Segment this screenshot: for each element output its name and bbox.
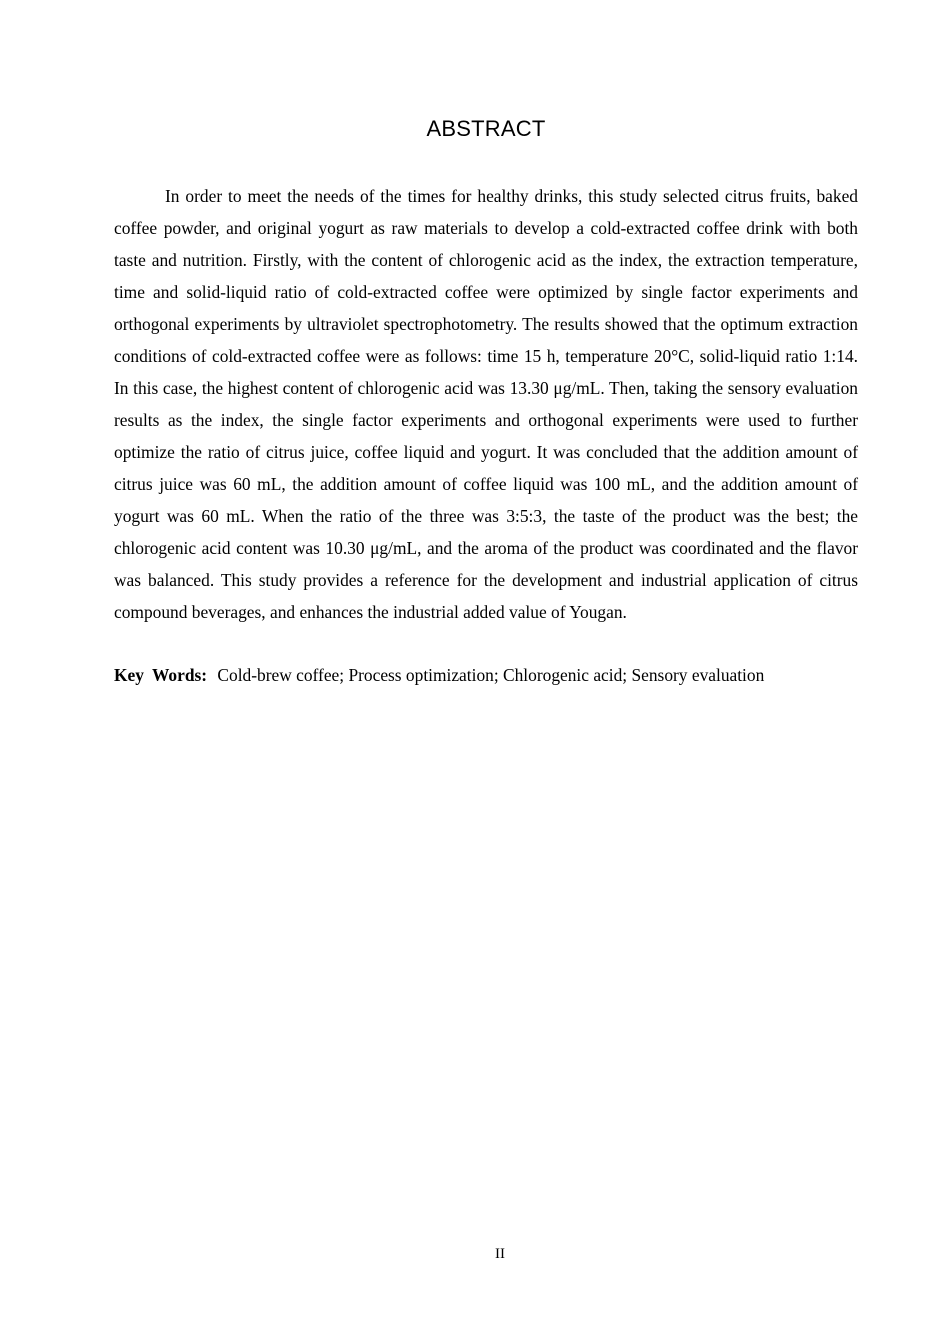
page-number: II — [495, 1246, 505, 1262]
abstract-body: In order to meet the needs of the times for healthy drinks, this study selected citrus fruits, baked coffee powder, and original yogurt as raw materials to develop a cold-extracted coffee drink with both taste and nutrition. Firstly, with the content of chlorogenic acid as the index, the extraction temperature, time and solid-liquid ratio of cold-extracted coffee were optimized by single factor experiments and orthogonal experiments by ultraviolet spectrophotometry. The results showed that the optimum extraction conditions of cold-extracted coffee were as follows: time 15 h, temperature 20°C, solid-liquid ratio 1:14. In this case, the highest content of chlorogenic acid was 13.30 μg/mL. Then, taking the sensory evaluation results as the index, the single factor experiments and orthogonal experiments were used to further optimize the ratio of citrus juice, coffee liquid and yogurt. It was concluded that the addition amount of citrus juice was 60 mL, the addition amount of coffee liquid was 100 mL, and the addition amount of yogurt was 60 mL. When the ratio of the three was 3:5:3, the taste of the product was the best; the chlorogenic acid content was 10.30 μg/mL, and the aroma of the product was coordinated and the flavor was balanced. This study provides a reference for the development and industrial application of citrus compound beverages, and enhances the industrial added value of Yougan. — [114, 186, 858, 622]
keywords-text: Cold-brew coffee; Process optimization; Chlorogenic acid; Sensory evaluation — [217, 665, 765, 685]
abstract-title: ABSTRACT — [426, 116, 546, 141]
keywords-label: Key Words: — [114, 665, 208, 685]
keywords-line — [114, 659, 874, 691]
